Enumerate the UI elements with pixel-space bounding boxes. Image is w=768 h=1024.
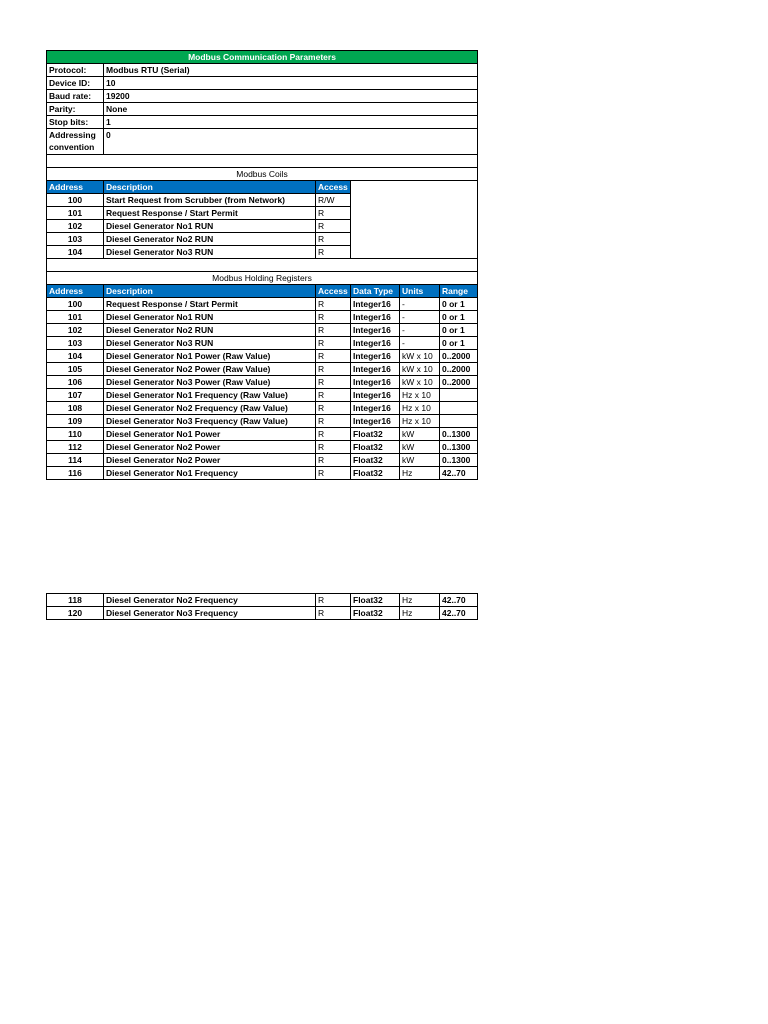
- register-data-type: Integer16: [351, 376, 400, 389]
- register-address: 108: [47, 402, 104, 415]
- coils-header-row: [47, 181, 478, 194]
- comm-row-addressing: [47, 129, 478, 155]
- param-label: Stop bits:: [47, 116, 104, 129]
- register-range: 0..1300: [440, 441, 478, 454]
- register-address: 110: [47, 428, 104, 441]
- register-data-type: Float32: [351, 594, 400, 607]
- register-data-type: Integer16: [351, 350, 400, 363]
- register-description: Diesel Generator No2 Power: [104, 441, 316, 454]
- register-address: 106: [47, 376, 104, 389]
- register-row: [47, 594, 478, 607]
- param-label: Baud rate:: [47, 90, 104, 103]
- register-range: 0..2000: [440, 376, 478, 389]
- register-description: Diesel Generator No2 Power (Raw Value): [104, 363, 316, 376]
- spacer-row: [47, 155, 478, 168]
- register-access: R: [316, 402, 351, 415]
- register-units: -: [400, 324, 440, 337]
- register-data-type: Integer16: [351, 298, 400, 311]
- register-row: [47, 415, 478, 428]
- header-access: Access: [316, 285, 351, 298]
- comm-title: Modbus Communication Parameters: [47, 51, 478, 64]
- register-description: Diesel Generator No2 RUN: [104, 324, 316, 337]
- register-description: Diesel Generator No3 Frequency: [104, 607, 316, 620]
- register-access: R: [316, 337, 351, 350]
- register-description: Diesel Generator No1 Frequency (Raw Value): [104, 389, 316, 402]
- register-units: Hz x 10: [400, 415, 440, 428]
- register-description: Diesel Generator No3 Frequency (Raw Value): [104, 415, 316, 428]
- register-units: kW: [400, 454, 440, 467]
- register-row: [47, 363, 478, 376]
- register-data-type: Integer16: [351, 415, 400, 428]
- register-units: Hz x 10: [400, 389, 440, 402]
- register-address: 109: [47, 415, 104, 428]
- register-data-type: Float32: [351, 467, 400, 480]
- coils-title-row: [47, 168, 478, 181]
- coil-description: Diesel Generator No2 RUN: [104, 233, 316, 246]
- register-units: kW x 10: [400, 350, 440, 363]
- register-range: 42..70: [440, 594, 478, 607]
- comm-row: [47, 116, 478, 129]
- register-range: 0..1300: [440, 428, 478, 441]
- register-units: kW: [400, 441, 440, 454]
- param-value: Modbus RTU (Serial): [104, 64, 478, 77]
- registers-header-row: [47, 285, 478, 298]
- register-row: [47, 454, 478, 467]
- register-address: 101: [47, 311, 104, 324]
- registers-title: Modbus Holding Registers: [47, 272, 478, 285]
- param-label: Device ID:: [47, 77, 104, 90]
- register-row: [47, 350, 478, 363]
- coil-description: Diesel Generator No1 RUN: [104, 220, 316, 233]
- comm-row: [47, 103, 478, 116]
- comm-row: [47, 64, 478, 77]
- register-address: 107: [47, 389, 104, 402]
- register-row: [47, 389, 478, 402]
- header-units: Units: [400, 285, 440, 298]
- register-units: Hz: [400, 607, 440, 620]
- header-description: Description: [104, 285, 316, 298]
- header-address: Address: [47, 285, 104, 298]
- register-range: [440, 402, 478, 415]
- register-access: R: [316, 428, 351, 441]
- param-label: Addressing convention: [47, 129, 104, 155]
- register-address: 100: [47, 298, 104, 311]
- coil-description: Request Response / Start Permit: [104, 207, 316, 220]
- register-units: Hz x 10: [400, 402, 440, 415]
- register-row: [47, 607, 478, 620]
- register-units: -: [400, 298, 440, 311]
- continued-table-body: [47, 594, 478, 620]
- param-value: 10: [104, 77, 478, 90]
- register-range: 42..70: [440, 467, 478, 480]
- register-access: R: [316, 454, 351, 467]
- comm-row: [47, 77, 478, 90]
- register-range: 0 or 1: [440, 324, 478, 337]
- coil-address: 102: [47, 220, 104, 233]
- register-address: 120: [47, 607, 104, 620]
- header-address: Address: [47, 181, 104, 194]
- register-access: R: [316, 389, 351, 402]
- register-units: kW: [400, 428, 440, 441]
- comm-title-row: [47, 51, 478, 64]
- register-data-type: Integer16: [351, 337, 400, 350]
- register-data-type: Float32: [351, 454, 400, 467]
- param-value: 19200: [104, 90, 478, 103]
- header-data-type: Data Type: [351, 285, 400, 298]
- register-address: 118: [47, 594, 104, 607]
- register-units: kW x 10: [400, 376, 440, 389]
- header-description: Description: [104, 181, 316, 194]
- register-description: Diesel Generator No1 RUN: [104, 311, 316, 324]
- header-range: Range: [440, 285, 478, 298]
- register-data-type: Integer16: [351, 324, 400, 337]
- continued-table: [46, 593, 478, 620]
- register-units: Hz: [400, 467, 440, 480]
- register-description: Diesel Generator No2 Power: [104, 454, 316, 467]
- coils-blank-area: [351, 181, 478, 259]
- register-address: 105: [47, 363, 104, 376]
- register-description: Diesel Generator No1 Power (Raw Value): [104, 350, 316, 363]
- coil-description: Start Request from Scrubber (from Network): [104, 194, 316, 207]
- register-access: R: [316, 363, 351, 376]
- register-address: 114: [47, 454, 104, 467]
- coil-address: 104: [47, 246, 104, 259]
- register-access: R: [316, 350, 351, 363]
- register-row: [47, 298, 478, 311]
- spacer-cell: [47, 259, 478, 272]
- coil-description: Diesel Generator No3 RUN: [104, 246, 316, 259]
- register-data-type: Integer16: [351, 402, 400, 415]
- coil-access: R: [316, 220, 351, 233]
- register-data-type: Float32: [351, 428, 400, 441]
- register-description: Request Response / Start Permit: [104, 298, 316, 311]
- coil-access: R/W: [316, 194, 351, 207]
- register-data-type: Integer16: [351, 363, 400, 376]
- register-address: 112: [47, 441, 104, 454]
- modbus-table-body: [47, 51, 478, 480]
- register-units: -: [400, 337, 440, 350]
- spacer-row: [47, 259, 478, 272]
- register-access: R: [316, 298, 351, 311]
- register-row: [47, 402, 478, 415]
- register-description: Diesel Generator No2 Frequency (Raw Value): [104, 402, 316, 415]
- register-row: [47, 376, 478, 389]
- register-range: 42..70: [440, 607, 478, 620]
- coils-title: Modbus Coils: [47, 168, 478, 181]
- register-access: R: [316, 311, 351, 324]
- register-data-type: Integer16: [351, 389, 400, 402]
- registers-title-row: [47, 272, 478, 285]
- register-row: [47, 467, 478, 480]
- register-range: [440, 389, 478, 402]
- spacer-cell: [47, 155, 478, 168]
- register-address: 116: [47, 467, 104, 480]
- modbus-table: [46, 50, 478, 480]
- coil-address: 101: [47, 207, 104, 220]
- param-label: Parity:: [47, 103, 104, 116]
- param-value: 0: [104, 129, 478, 155]
- comm-row: [47, 90, 478, 103]
- param-label: Protocol:: [47, 64, 104, 77]
- register-range: 0 or 1: [440, 298, 478, 311]
- register-units: Hz: [400, 594, 440, 607]
- register-row: [47, 441, 478, 454]
- register-data-type: Float32: [351, 607, 400, 620]
- coil-address: 100: [47, 194, 104, 207]
- register-description: Diesel Generator No1 Power: [104, 428, 316, 441]
- coil-address: 103: [47, 233, 104, 246]
- register-range: [440, 415, 478, 428]
- register-access: R: [316, 594, 351, 607]
- param-value: None: [104, 103, 478, 116]
- register-range: 0..1300: [440, 454, 478, 467]
- register-description: Diesel Generator No3 Power (Raw Value): [104, 376, 316, 389]
- coil-access: R: [316, 207, 351, 220]
- register-row: [47, 428, 478, 441]
- register-access: R: [316, 324, 351, 337]
- register-range: 0..2000: [440, 350, 478, 363]
- register-range: 0..2000: [440, 363, 478, 376]
- register-row: [47, 311, 478, 324]
- register-access: R: [316, 376, 351, 389]
- register-address: 102: [47, 324, 104, 337]
- register-row: [47, 324, 478, 337]
- register-units: -: [400, 311, 440, 324]
- register-description: Diesel Generator No2 Frequency: [104, 594, 316, 607]
- register-access: R: [316, 467, 351, 480]
- param-value: 1: [104, 116, 478, 129]
- coil-access: R: [316, 233, 351, 246]
- register-access: R: [316, 607, 351, 620]
- register-access: R: [316, 441, 351, 454]
- register-row: [47, 337, 478, 350]
- register-range: 0 or 1: [440, 337, 478, 350]
- register-data-type: Float32: [351, 441, 400, 454]
- register-address: 104: [47, 350, 104, 363]
- coil-access: R: [316, 246, 351, 259]
- register-access: R: [316, 415, 351, 428]
- register-range: 0 or 1: [440, 311, 478, 324]
- header-access: Access: [316, 181, 351, 194]
- register-units: kW x 10: [400, 363, 440, 376]
- register-description: Diesel Generator No1 Frequency: [104, 467, 316, 480]
- register-data-type: Integer16: [351, 311, 400, 324]
- register-description: Diesel Generator No3 RUN: [104, 337, 316, 350]
- register-address: 103: [47, 337, 104, 350]
